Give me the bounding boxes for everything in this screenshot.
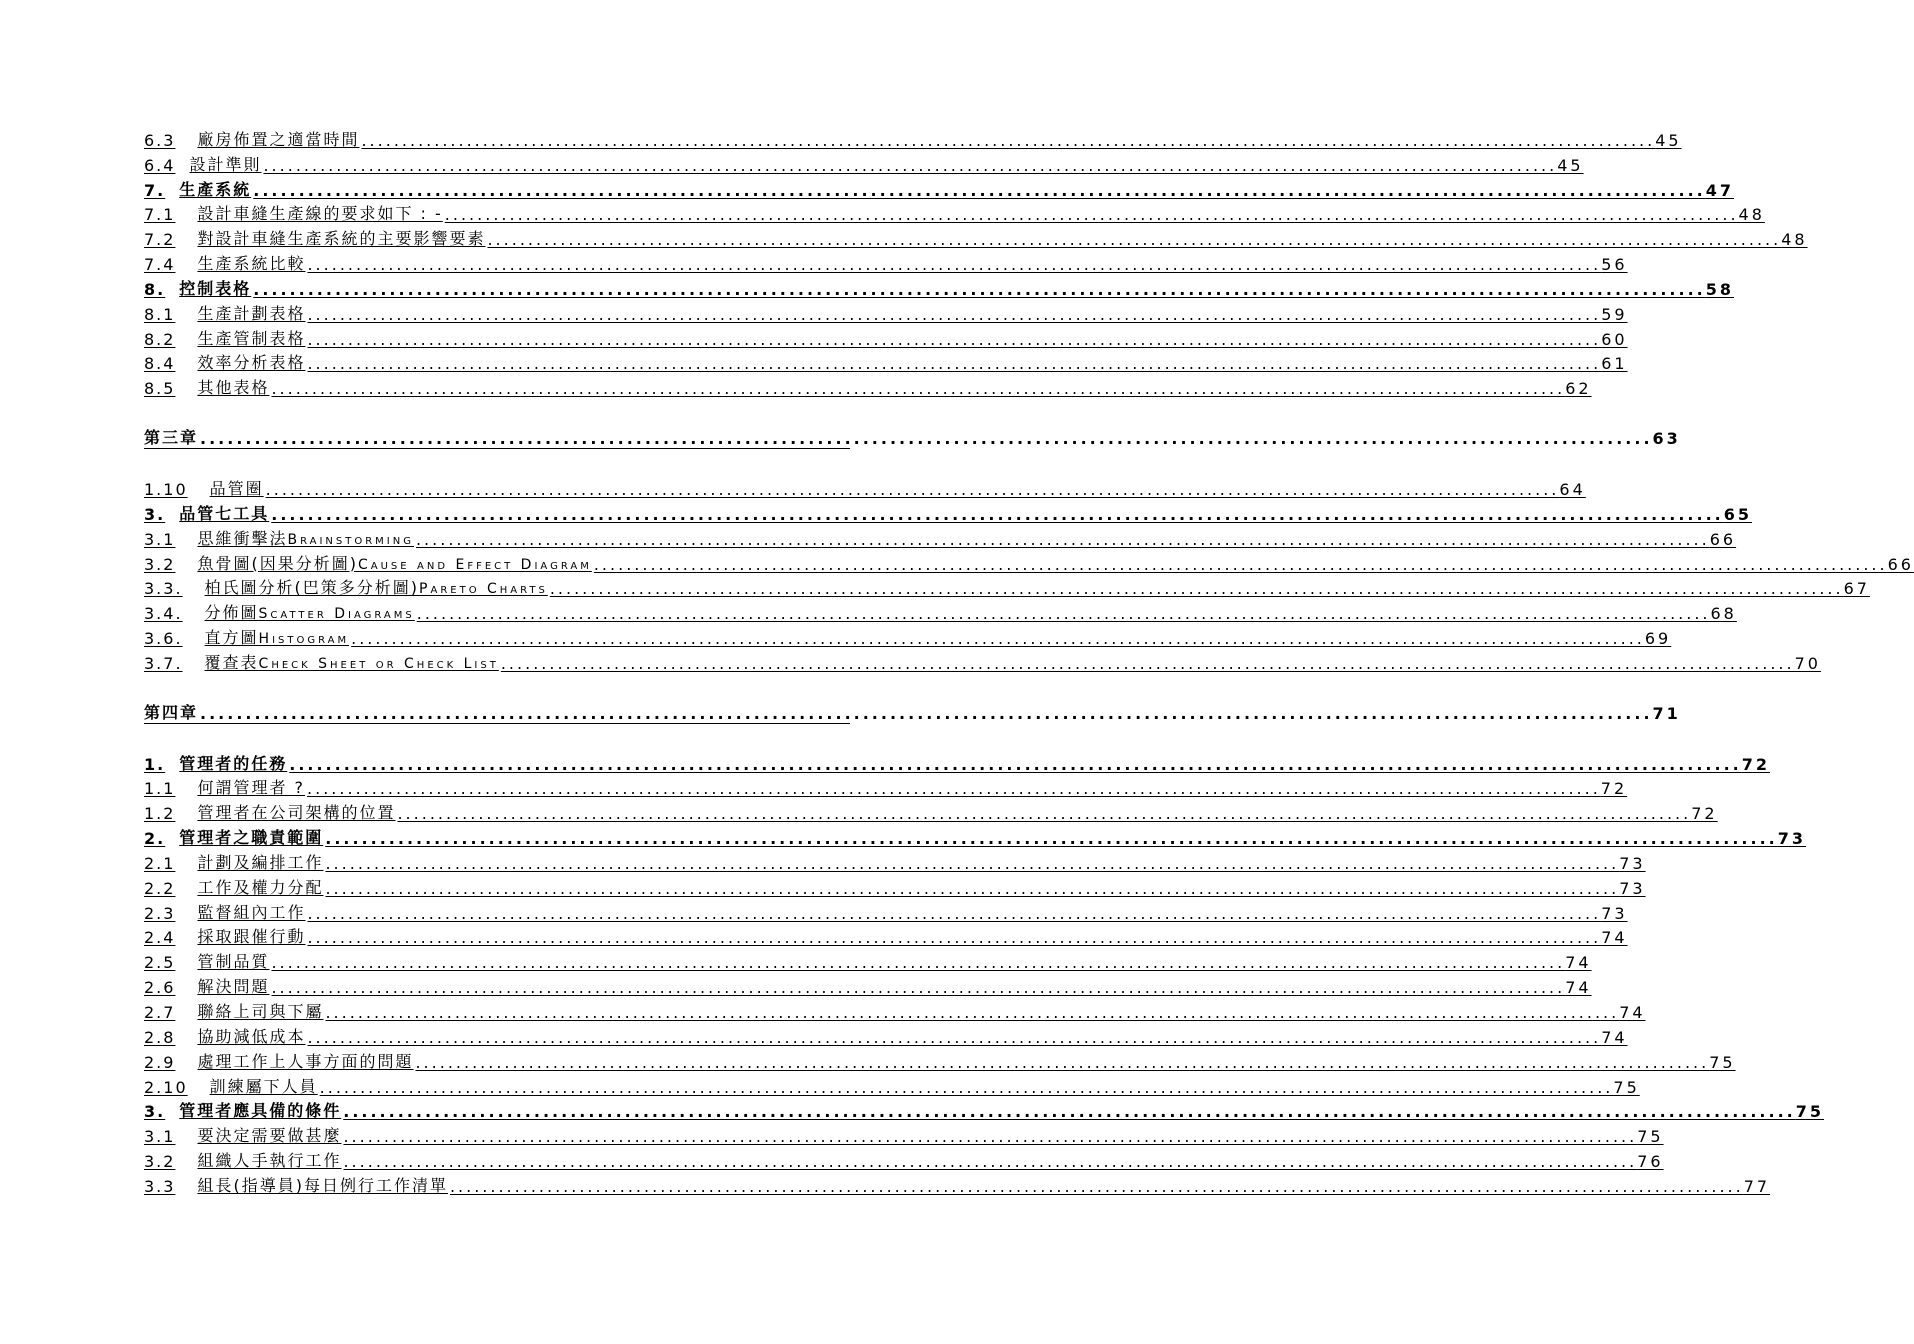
toc-entry[interactable] [144,749,1770,774]
toc-dot-leader: ................................................................................................................................................................ [319,1077,1614,1097]
toc-spacer [144,724,850,749]
toc-entry[interactable] [144,474,1586,499]
toc-entry-number: 6.3 [144,130,176,150]
toc-entry-number: 3.7. [144,653,183,673]
toc-page-number: 75 [1613,1077,1640,1097]
toc-dot-leader: ................................................................................................................................................................ [253,279,1706,299]
toc-entry-title [197,850,323,873]
toc-entry[interactable] [144,1072,1640,1097]
toc-entry-number: 2.3 [144,903,176,923]
toc-entry[interactable] [144,623,1672,649]
toc-entry-number: 7.2 [144,230,176,250]
toc-dot-leader: ................................................................................................................................................................ [343,1152,1638,1172]
toc-dot-leader: ................................................................................................................................................................ [253,180,1706,200]
toc-dot-leader: ................................................................................................................................................................ [307,779,1601,799]
toc-dot-leader: ................................................................................................................................................................ [487,230,1782,250]
toc-page-number: 64 [1559,479,1586,499]
toc-entry[interactable] [144,1047,1736,1072]
toc-page-number: 76 [1637,1152,1664,1172]
toc-entry[interactable] [144,175,1734,200]
toc-page-number: 60 [1601,329,1628,349]
toc-spacer [144,449,850,474]
toc-entry-title [179,501,269,524]
toc-page-number: 72 [1741,754,1770,774]
toc-entry-title [197,127,359,150]
toc-entry[interactable] [144,274,1734,299]
toc-entry-title [197,949,269,972]
toc-dot-leader: ................................................................................................................................................................ [415,1052,1710,1072]
toc-dot-leader: ................................................................................................................................................................ [271,379,1566,399]
toc-dot-leader: ................................................................................................................................................................ [307,903,1602,923]
toc-dot-leader: ................................................................................................................................................................ [397,804,1692,824]
toc-page-number: 74 [1619,1003,1646,1022]
toc-entry-title [205,625,350,648]
toc-entry-number: 3.3 [144,1176,176,1196]
toc-page-number: 77 [1743,1176,1771,1196]
toc-page-number: 69 [1644,629,1672,649]
toc-page-number: 62 [1565,379,1592,399]
toc-entry-number: 2.7 [144,1003,176,1022]
toc-entry-title [205,575,548,598]
toc-entry[interactable] [144,249,1628,275]
toc-entry-title [197,900,305,923]
toc-dot-leader: ................................................................................................................................................................ [263,155,1558,175]
toc-entry[interactable] [144,997,1646,1022]
toc-page-number: 74 [1601,928,1628,948]
toc-dot-leader: ................................................................................................................................................................ [325,1003,1620,1022]
toc-entry-title [144,700,198,723]
toc-dot-leader: ................................................................................................................................................................ [325,878,1620,898]
toc-entry-title [179,276,251,299]
toc-dot-leader: ................................................................................................................................................................ [449,1176,1744,1196]
toc-page-number: 74 [1565,978,1592,998]
toc-entry-title-text: 聯絡上司與下屬 [197,1002,324,1021]
toc-entry[interactable] [144,224,1808,250]
toc-entry-number: 8. [144,279,166,299]
toc-dot-leader: ................................................................................................................................................................ [343,1127,1638,1147]
toc-dot-leader: ................................................................................................................................................................ [593,554,1888,574]
toc-dot-leader: ................................................................................................................................................................ [444,205,1739,225]
toc-spacer [144,398,850,423]
toc-page-number: 68 [1710,604,1737,624]
toc-entry-number: 2. [144,829,166,849]
toc-entry[interactable] [144,324,1628,349]
toc-entry-number: 2.10 [144,1077,188,1097]
toc-spacer [144,673,850,698]
toc-entry-title-text: 生產系統比較 [197,254,306,274]
toc-entry-number: 2.6 [144,978,176,998]
toc-entry-title [197,226,485,249]
toc-entry-title-text: 處理工作上人事方面的問題 [197,1051,414,1071]
toc-page-number: 70 [1794,653,1821,673]
toc-entry[interactable] [144,150,1584,175]
toc-entry[interactable] [144,125,1682,150]
toc-entry-title-text: 協助減低成本 [197,1026,306,1046]
toc-entry-title-text: 廠房佈置之適當時間 [197,129,360,149]
toc-entry-title-text: 其他表格 [197,378,270,398]
toc-entry-english-title: Check Sheet or Check List [258,655,499,672]
toc-dot-leader: ................................................................................................................................................................ [289,754,1742,774]
toc-page-number: 75 [1795,1102,1824,1122]
toc-dot-leader: ................................................................................................................................................................ [200,703,1653,723]
toc-page-number: 72 [1600,779,1628,799]
toc-entry[interactable] [144,1097,1824,1122]
toc-entry-title-text: 訓練屬下人員 [209,1076,318,1096]
toc-entry-number: 8.2 [144,329,176,349]
toc-dot-leader: ................................................................................................................................................................ [343,1102,1796,1122]
toc-entry-english-title: Pareto Charts [419,581,548,598]
toc-page-number: 65 [1723,504,1752,524]
toc-dot-leader: ................................................................................................................................................................ [416,604,1711,624]
toc-entry-number: 1.1 [144,779,176,799]
toc-entry-title [197,875,323,898]
toc-page-number: 73 [1619,853,1646,873]
toc-entry-title-text: 對設計車縫生產系統的主要影響要素 [197,229,486,249]
toc-page-number: 56 [1601,255,1628,275]
toc-page-number: 72 [1691,804,1718,824]
toc-entry-english-title: Brainstorming [287,531,414,548]
toc-entry-title-text: 柏氏圖分析(巴策多分析圖) [204,578,420,598]
toc-entry-title-text: 組長(指導員)每日例行工作清單 [197,1175,448,1195]
toc-entry-number: 7.4 [144,255,176,275]
toc-page-number: 67 [1843,579,1870,599]
toc-dot-leader: ................................................................................................................................................................ [265,479,1560,499]
toc-entry-title [179,751,287,774]
toc-entry-title [197,201,442,224]
toc-entry-title-text: 品管七工具 [179,503,270,523]
toc-entry-title [197,1173,448,1196]
toc-entry-number: 3.6. [144,629,183,649]
toc-entry-title [179,177,251,200]
toc-page-number: 61 [1601,354,1628,374]
toc-page-number: 75 [1637,1127,1664,1147]
toc-entry-title-text: 設計車縫生產線的要求如下 : - [197,204,443,224]
toc-page-number: 63 [1652,429,1681,449]
toc-entry-title-text: 第三章 [144,428,199,448]
toc-page-number: 59 [1601,304,1628,324]
toc-entry-title [197,800,395,823]
toc-dot-leader: ................................................................................................................................................................ [271,978,1566,998]
toc-dot-leader: ................................................................................................................................................................ [271,953,1566,973]
toc-entry-title [189,152,261,175]
toc-page-number: 74 [1601,1027,1628,1047]
toc-entry-number: 6.4 [144,155,176,175]
toc-page-number: 45 [1655,130,1682,150]
toc-page-number: 73 [1619,878,1646,898]
toc-entry-title-text: 分佈圖 [204,603,259,623]
toc-entry-english-title: Cause and Effect Diagram [357,556,592,573]
toc-entry-title-text: 覆查表 [204,652,259,672]
toc-entry-number: 3.1 [144,529,176,549]
toc-entry-title [197,301,305,324]
toc-page-number: 66 [1709,529,1737,549]
toc-entry-number: 8.5 [144,379,176,399]
toc-entry-title [197,775,305,798]
toc-dot-leader: ................................................................................................................................................................ [307,354,1602,374]
toc-entry-title-text: 計劃及編排工作 [197,852,324,872]
toc-entry-title [197,1148,341,1171]
toc-entry-number: 8.4 [144,354,176,374]
toc-entry-title-text: 效率分析表格 [197,353,306,373]
toc-dot-leader: ................................................................................................................................................................ [307,304,1602,324]
toc-page-number: 71 [1652,703,1681,723]
toc-entry-title-text: 要決定需要做甚麼 [197,1126,342,1146]
toc-entry[interactable] [144,499,1752,524]
toc-entry-title-text: 管理者在公司架構的位置 [197,803,396,823]
toc-entry[interactable] [144,1022,1628,1047]
toc-dot-leader: ................................................................................................................................................................ [361,130,1656,150]
toc-entry[interactable] [144,1121,1664,1147]
toc-entry-number: 1.10 [144,479,188,499]
toc-entry-title [197,999,323,1022]
toc-entry-title-text: 監督組內工作 [197,902,306,922]
toc-entry[interactable] [144,373,1592,399]
toc-entry[interactable] [144,574,1870,599]
toc-entry-number: 3.3. [144,579,183,599]
toc-entry-number: 1. [144,754,166,774]
toc-page-number: 75 [1709,1052,1736,1072]
table-of-contents [144,125,1914,1196]
toc-entry-number: 7.1 [144,205,176,225]
toc-entry-number: 8.1 [144,304,176,324]
toc-entry-title-text: 控制表格 [179,278,252,298]
toc-dot-leader: ................................................................................................................................................................ [271,504,1724,524]
toc-entry[interactable] [144,972,1592,998]
toc-entry-title [144,425,198,448]
toc-entry-title [197,375,269,398]
toc-entry[interactable] [144,873,1646,898]
toc-entry-title [197,526,414,549]
toc-entry[interactable] [144,823,1806,849]
toc-dot-leader: ................................................................................................................................................................ [500,653,1795,673]
toc-page-number: 58 [1705,279,1734,299]
toc-entry-title-text: 設計準則 [189,154,262,174]
toc-entry-title [197,326,305,349]
toc-entry-title-text: 品管圈 [209,478,264,498]
toc-page-number: 73 [1777,829,1806,849]
toc-entry[interactable] [144,349,1628,374]
toc-entry-title-text: 何謂管理者 ? [197,778,306,798]
toc-entry[interactable] [144,549,1914,574]
toc-entry[interactable] [144,774,1628,799]
toc-entry-title-text: 生產管制表格 [197,328,306,348]
toc-entry-number: 7. [144,180,166,200]
toc-entry-number: 3.4. [144,604,183,624]
toc-entry[interactable] [144,1146,1664,1172]
toc-entry-number: 2.9 [144,1052,176,1072]
toc-entry[interactable] [144,947,1592,973]
toc-entry-title-text: 直方圖 [204,628,259,648]
toc-entry-number: 2.1 [144,853,176,873]
toc-page-number: 45 [1557,155,1584,175]
toc-entry-number: 3.1 [144,1127,176,1147]
toc-entry[interactable] [144,299,1628,324]
toc-entry-title-text: 採取跟催行動 [197,927,306,947]
toc-page-number: 47 [1705,180,1734,200]
toc-entry-title-text: 生產計劃表格 [197,303,306,323]
toc-entry-title-text: 管理者應具備的條件 [179,1101,342,1121]
toc-entry-title-text: 第四章 [144,702,199,722]
toc-entry-number: 3.2 [144,1152,176,1172]
toc-dot-leader: ................................................................................................................................................................ [549,579,1844,599]
toc-dot-leader: ................................................................................................................................................................ [415,529,1710,549]
toc-entry[interactable] [144,923,1628,948]
toc-page-number: 48 [1781,230,1808,250]
toc-entry-title [197,1123,341,1146]
toc-entry-title [197,974,269,997]
toc-entry-number: 2.8 [144,1027,176,1047]
toc-dot-leader: ................................................................................................................................................................ [307,255,1602,275]
toc-entry-title-text: 管理者的任務 [179,753,288,773]
toc-dot-leader: ................................................................................................................................................................ [351,629,1645,649]
toc-entry-title [179,825,323,848]
toc-entry-title [197,350,305,373]
toc-entry-title-text: 思維衝擊法 [197,528,288,548]
toc-entry-title [210,476,264,499]
toc-entry[interactable] [144,200,1765,225]
toc-entry-number: 2.2 [144,878,176,898]
toc-entry-english-title: Histogram [258,631,350,648]
toc-entry-title [179,1098,341,1121]
toc-entry-number: 3. [144,504,166,524]
toc-dot-leader: ................................................................................................................................................................ [307,329,1602,349]
toc-entry-title [210,1074,318,1097]
toc-page-number: 73 [1601,903,1628,923]
toc-entry-number: 1.2 [144,804,176,824]
toc-dot-leader: ................................................................................................................................................................ [325,829,1778,849]
toc-chapter-heading[interactable] [144,698,1681,724]
toc-entry[interactable] [144,798,1718,824]
toc-page-number: 48 [1738,205,1765,225]
toc-entry[interactable] [144,524,1737,549]
toc-page-number: 74 [1565,953,1592,973]
toc-entry-title [197,551,591,574]
toc-entry-title-text: 解決問題 [197,977,270,997]
toc-entry-english-title: Scatter Diagrams [258,606,415,623]
toc-page-number: 66 [1887,554,1914,574]
toc-entry-title-text: 管制品質 [197,952,270,972]
toc-entry-title-text: 生產系統 [179,179,252,199]
toc-entry-number: 3.2 [144,554,176,574]
toc-entry-title-text: 魚骨圖(因果分析圖) [197,553,358,573]
toc-entry-title [205,650,499,673]
toc-entry-title [197,1024,305,1047]
toc-entry-number: 2.4 [144,928,176,948]
toc-dot-leader: ................................................................................................................................................................ [200,429,1653,449]
toc-entry-number: 3. [144,1102,166,1122]
toc-entry-title [197,251,305,274]
toc-entry[interactable] [144,598,1737,624]
toc-entry-title-text: 工作及權力分配 [197,877,324,897]
toc-chapter-heading[interactable] [144,423,1681,449]
toc-entry-title-text: 組織人手執行工作 [197,1151,342,1171]
toc-entry-number: 2.5 [144,953,176,973]
toc-entry[interactable] [144,848,1646,873]
toc-entry[interactable] [144,898,1628,923]
toc-entry-title [197,1049,413,1072]
toc-entry-title-text: 管理者之職責範圍 [179,828,324,848]
toc-entry-title [205,600,415,623]
toc-dot-leader: ................................................................................................................................................................ [325,853,1620,873]
toc-entry[interactable] [144,1171,1771,1196]
toc-dot-leader: ................................................................................................................................................................ [307,1027,1602,1047]
toc-entry-title [197,924,305,947]
toc-entry[interactable] [144,648,1821,673]
toc-dot-leader: ................................................................................................................................................................ [307,928,1602,948]
